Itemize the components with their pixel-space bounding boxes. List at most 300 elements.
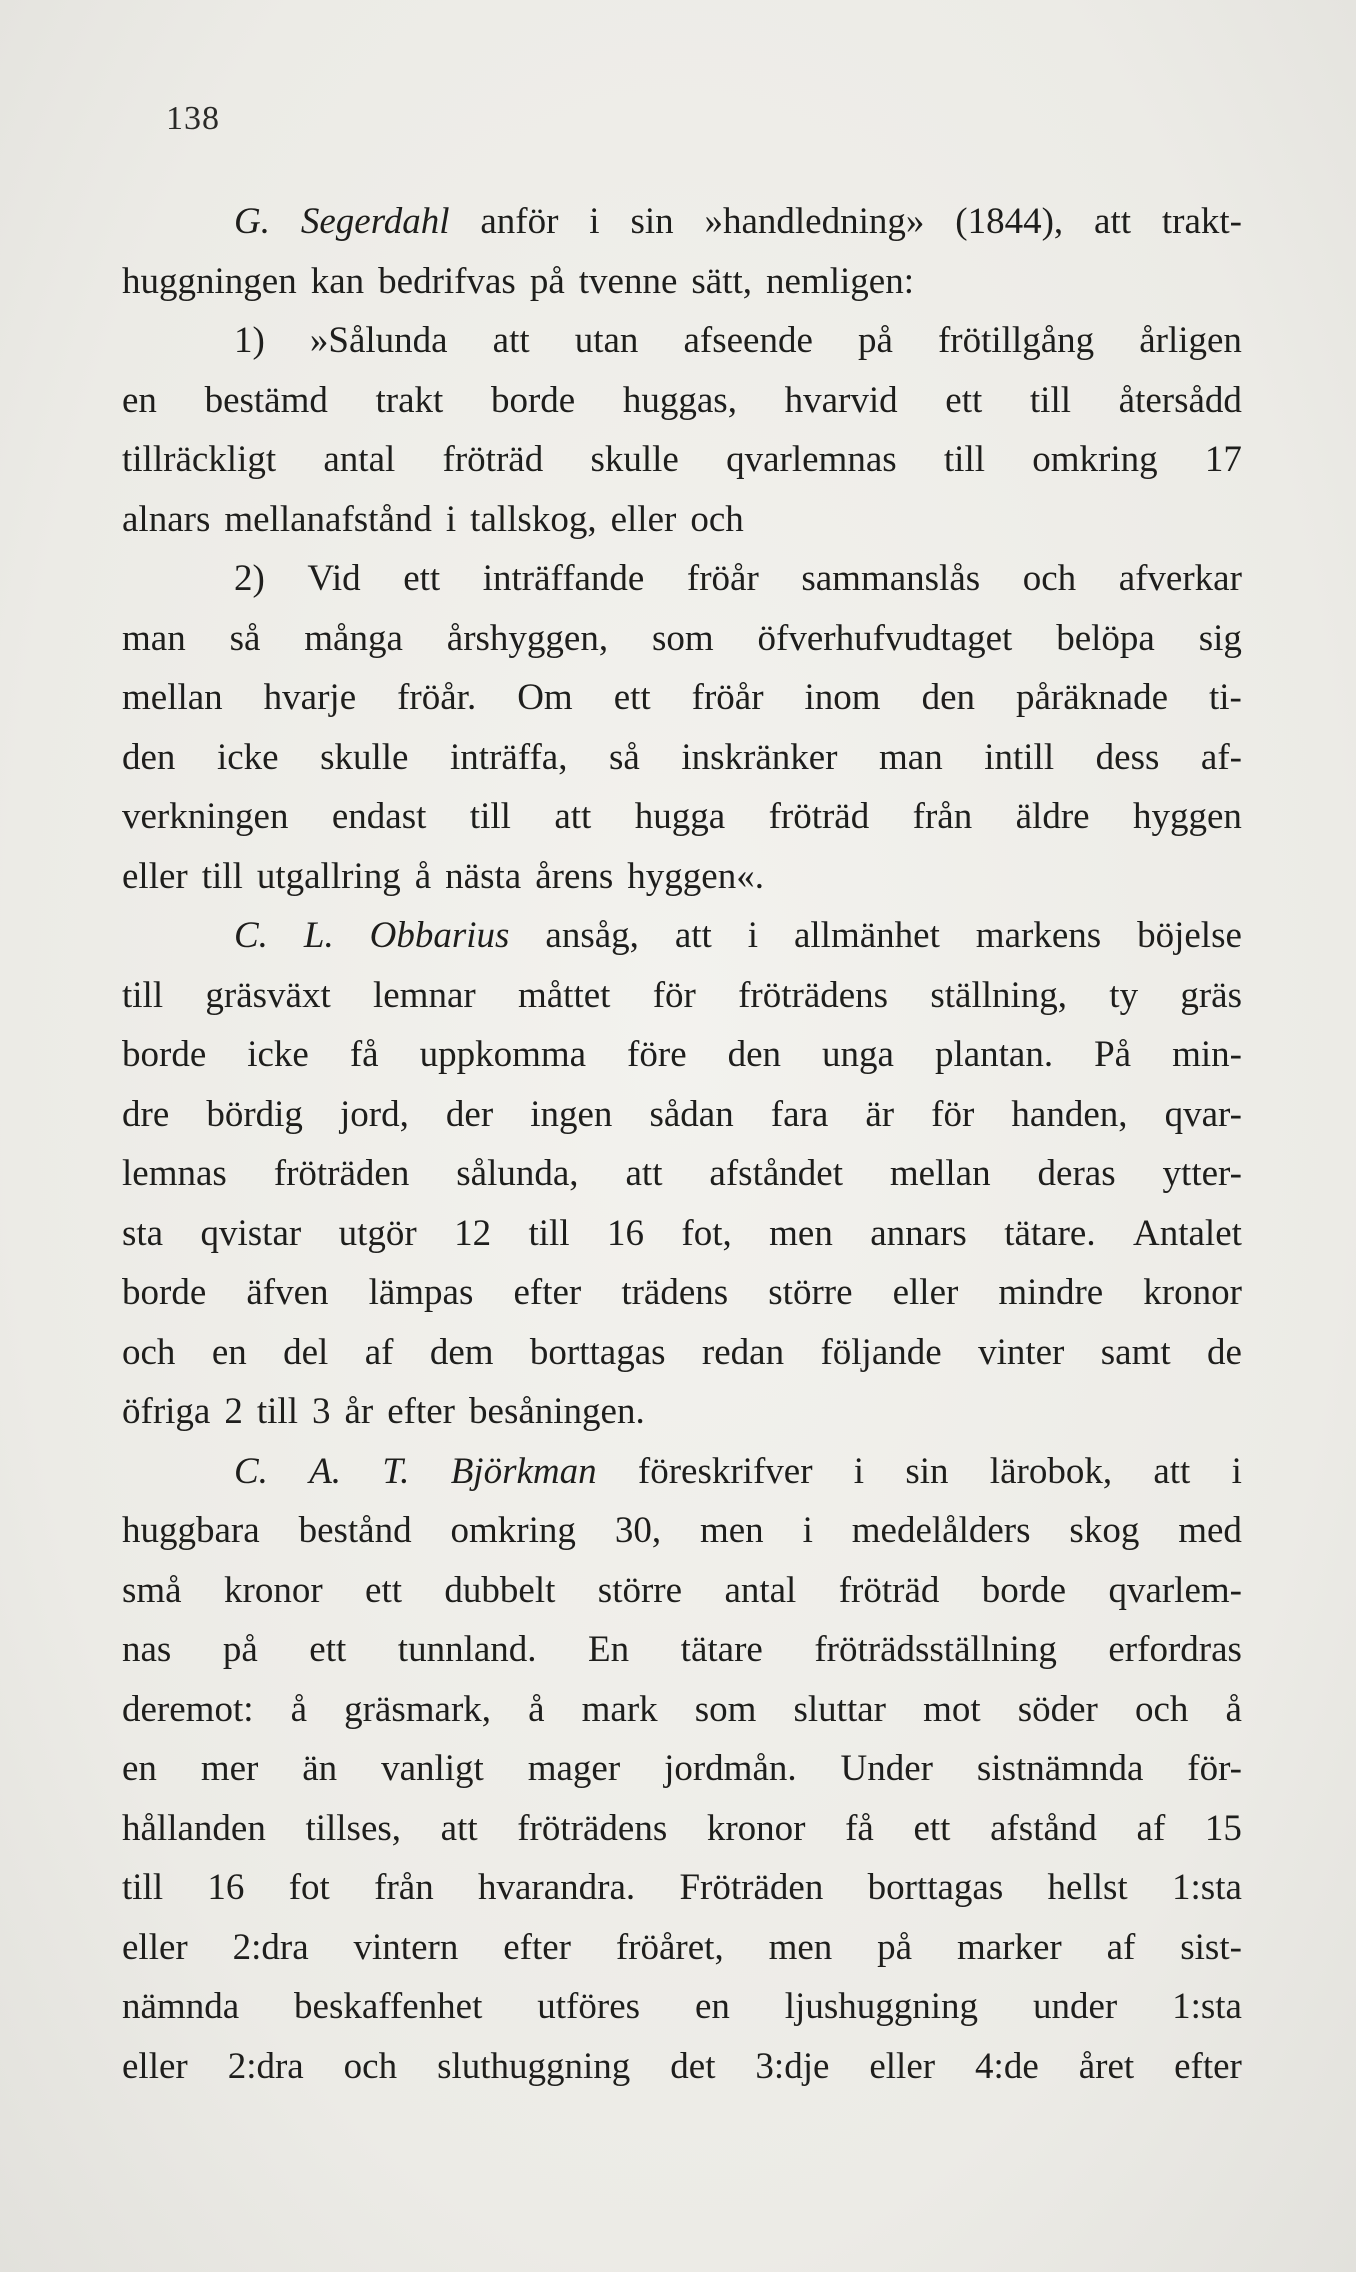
word: större [768, 1272, 853, 1313]
word: 1:sta [1172, 1867, 1242, 1908]
word: mark [581, 1688, 658, 1730]
word: böjelse [1137, 915, 1242, 956]
text-line [122, 1085, 1242, 1145]
word: hyggen«. [627, 855, 764, 897]
word: lämpas [368, 1272, 474, 1313]
word: gräsväxt [205, 974, 331, 1016]
word: ljushuggning [784, 1986, 979, 2027]
word: huggas, [622, 379, 737, 421]
word: 3 [311, 1391, 331, 1432]
word: tillräckligt [122, 439, 277, 480]
word: beskaffenhet [294, 1986, 483, 2027]
text-line [122, 1680, 1242, 1740]
word: 4:de [975, 2045, 1039, 2087]
word: att [625, 1153, 663, 1194]
word: 2 [224, 1391, 243, 1432]
word: borde [122, 1034, 207, 1075]
word: större [597, 1569, 683, 1611]
word: man [122, 617, 186, 659]
word: bestämd [204, 379, 328, 421]
body-text [122, 192, 1242, 2096]
word: besåningen. [469, 1391, 645, 1432]
word: till [943, 439, 986, 480]
word: 16 [207, 1867, 245, 1908]
word: ti- [1209, 677, 1242, 718]
text-line [122, 847, 1242, 907]
word: hvarandra. [478, 1867, 636, 1908]
word: sluthuggning [437, 2045, 631, 2087]
word: anför [480, 201, 559, 242]
word: Björkman [450, 1450, 597, 1492]
word: L. [303, 915, 334, 956]
word: mellanafstånd [224, 498, 432, 540]
word: under [1032, 1986, 1118, 2027]
word: handen, [1011, 1093, 1128, 1135]
word: Antalet [1133, 1212, 1242, 1254]
word: belöpa [1056, 617, 1155, 659]
word: till [256, 1391, 298, 1432]
text-line [122, 1561, 1242, 1621]
word: På [1094, 1034, 1132, 1075]
word: å [414, 855, 432, 897]
word: unga [822, 1034, 894, 1075]
word: dubbelt [444, 1569, 556, 1611]
text-line [122, 549, 1242, 609]
word: hvarje [263, 677, 357, 718]
word: fröträdens [517, 1807, 668, 1849]
word: plantan. [934, 1034, 1054, 1075]
word: kronor [224, 1569, 323, 1611]
word: eller [869, 2045, 936, 2087]
word: 16 [607, 1212, 644, 1254]
word: utgör [338, 1212, 417, 1254]
word: En [588, 1629, 630, 1670]
word: öfverhufvudtaget [757, 617, 1013, 659]
text-line [122, 1323, 1242, 1383]
text-line [122, 1263, 1242, 1323]
word: ett [913, 1807, 951, 1849]
word: 15 [1204, 1807, 1242, 1849]
word: ett [945, 379, 983, 421]
word: fröträd [442, 439, 544, 480]
word: skog [1069, 1510, 1140, 1551]
word: och [1022, 558, 1077, 599]
word: att [674, 915, 712, 956]
word: vinter [978, 1331, 1065, 1373]
word: sådan [649, 1093, 734, 1135]
word: jordmån. [664, 1748, 797, 1789]
word: 2:dra [227, 2045, 304, 2087]
word: kan [310, 260, 365, 302]
word: men [699, 1510, 764, 1551]
word: en [694, 1986, 730, 2027]
word: 1:sta [1172, 1986, 1242, 2027]
word: mellan [122, 677, 223, 718]
word: årens [535, 855, 614, 897]
word: skulle [590, 439, 679, 480]
word: till [122, 974, 164, 1016]
word: att [1094, 201, 1131, 242]
word: den [122, 736, 176, 778]
word: samt [1100, 1331, 1171, 1373]
word: lärobok, [989, 1450, 1113, 1492]
word: så [608, 736, 640, 778]
word: tvenne [578, 260, 678, 302]
text-line [122, 966, 1242, 1026]
word: efter [1174, 2045, 1242, 2087]
word: efter [387, 1391, 456, 1432]
word: inträffa, [450, 736, 568, 778]
word: följande [820, 1331, 942, 1373]
word: dess [1095, 736, 1160, 778]
text-line [122, 609, 1242, 669]
word: icke [247, 1034, 309, 1075]
word: sluttar [793, 1688, 886, 1730]
word: deras [1037, 1153, 1116, 1194]
word: 3:dje [755, 2045, 830, 2087]
word: af- [1200, 736, 1242, 778]
word: få [845, 1807, 874, 1849]
word: sig [1198, 617, 1242, 659]
word: efter [503, 1926, 571, 1968]
word: ett [365, 1569, 403, 1611]
word: (1844), [955, 201, 1064, 242]
text-line [122, 668, 1242, 728]
word: borde [122, 1272, 207, 1313]
word: uppkomma [419, 1034, 587, 1075]
word: för- [1187, 1748, 1242, 1789]
word: mot [923, 1688, 981, 1730]
word: i [445, 498, 457, 540]
word: afverkar [1118, 558, 1242, 599]
word: verkningen [122, 796, 289, 837]
word: fara [770, 1093, 829, 1135]
word: af [1106, 1926, 1136, 1968]
word: före [627, 1034, 687, 1075]
word: fröår [686, 558, 759, 599]
word: en [122, 1748, 157, 1789]
word: en [211, 1331, 247, 1373]
word: mindre [998, 1272, 1104, 1313]
word: tillses, [305, 1807, 402, 1849]
word: påräknade [1016, 677, 1169, 718]
word: nästa [445, 855, 522, 897]
word: nemligen: [766, 260, 914, 302]
word: å [528, 1688, 545, 1730]
page-number: 138 [166, 100, 220, 137]
word: huggningen [122, 260, 297, 302]
word: lemnas [122, 1153, 227, 1194]
word: gräsmark, [344, 1688, 492, 1730]
word: årligen [1139, 320, 1242, 361]
text-line [122, 1918, 1242, 1978]
word: inom [804, 677, 881, 718]
word: Om [517, 677, 573, 718]
word: 17 [1204, 439, 1242, 480]
word: fröträd [768, 796, 870, 837]
word: och [122, 1331, 176, 1373]
word: afståndet [709, 1153, 843, 1194]
word: fröträden [273, 1153, 410, 1194]
word: Vid [307, 558, 361, 599]
word: men [768, 1926, 833, 1968]
word: och [690, 498, 744, 540]
word: kronor [706, 1807, 806, 1849]
word: bestånd [298, 1510, 412, 1551]
word: Obbarius [369, 915, 510, 956]
word: borde [490, 379, 576, 421]
word: äldre [1015, 796, 1090, 837]
word: sist- [1180, 1926, 1242, 1968]
word: jord, [339, 1093, 409, 1135]
word: min- [1172, 1034, 1242, 1075]
word: för [652, 974, 696, 1016]
text-line [122, 1799, 1242, 1859]
word: marker [956, 1926, 1062, 1968]
word: ställning, [930, 974, 1068, 1016]
word: efter [513, 1272, 582, 1313]
word: hellst [1047, 1867, 1128, 1908]
word: omkring [1032, 439, 1158, 480]
word: vanligt [381, 1748, 484, 1789]
word: hvarvid [784, 379, 898, 421]
word: fröår [691, 677, 764, 718]
word: fot, [681, 1212, 732, 1254]
word: huggbara [122, 1510, 260, 1551]
word: mellan [889, 1153, 991, 1194]
text-line [122, 430, 1242, 490]
word: det [670, 2045, 716, 2087]
word: utgallring [256, 855, 401, 897]
word: bördig [206, 1093, 303, 1135]
word: »Sålunda [309, 320, 448, 361]
word: få [349, 1034, 379, 1075]
word: dem [429, 1331, 494, 1373]
text-line [122, 192, 1242, 252]
word: på [857, 320, 893, 361]
text-line [122, 2037, 1242, 2097]
word: måttet [517, 974, 611, 1016]
word: till [528, 1212, 570, 1254]
word: i [589, 201, 600, 242]
word: icke [216, 736, 279, 778]
word: och [343, 2045, 398, 2087]
word: å [290, 1688, 308, 1730]
word: 2:dra [232, 1926, 309, 1968]
word: ingen [530, 1093, 613, 1135]
word: sistnämnda [976, 1748, 1144, 1789]
word: redan [701, 1331, 785, 1373]
word: fröträd [838, 1569, 940, 1611]
word: afseende [683, 320, 813, 361]
word: trakt [375, 379, 444, 421]
text-line [122, 906, 1242, 966]
word: hållanden [122, 1807, 266, 1849]
word: medelålders [851, 1510, 1031, 1551]
word: »handledning» [704, 201, 925, 242]
text-line [122, 1501, 1242, 1561]
word: till [201, 855, 243, 897]
word: sin [905, 1450, 949, 1492]
word: Fröträden [679, 1867, 824, 1908]
text-line [122, 490, 1242, 550]
word: inskränker [681, 736, 838, 778]
text-line [122, 1204, 1242, 1264]
word: C. [234, 1450, 268, 1492]
text-line [122, 728, 1242, 788]
word: de [1207, 1331, 1242, 1373]
text-line [122, 252, 1242, 312]
word: intill [984, 736, 1055, 778]
word: ty [1109, 974, 1139, 1016]
word: fröår. [397, 677, 477, 718]
word: än [302, 1748, 338, 1789]
word: C. [234, 915, 268, 956]
word: ett [613, 677, 651, 718]
word: att [554, 796, 592, 837]
text-line [122, 1382, 1242, 1442]
word: ett [309, 1629, 347, 1670]
word: nämnda [122, 1986, 240, 2027]
word: mager [527, 1748, 621, 1789]
word: der [445, 1093, 494, 1135]
word: en [122, 379, 157, 421]
text-line [122, 787, 1242, 847]
word: borttagas [867, 1867, 1004, 1908]
word: 30, [614, 1510, 662, 1551]
word: är [865, 1093, 895, 1135]
word: i [853, 1450, 865, 1492]
text-line [122, 311, 1242, 371]
word: på [222, 1629, 258, 1670]
word: omkring [450, 1510, 576, 1551]
word: tunnland. [397, 1629, 537, 1670]
word: gräs [1180, 974, 1242, 1016]
word: året [1078, 2045, 1135, 2087]
word: T. [382, 1450, 410, 1492]
word: den [921, 677, 976, 718]
word: del [283, 1331, 329, 1373]
text-line [122, 371, 1242, 431]
word: sta [122, 1212, 164, 1254]
word: endast [331, 796, 427, 837]
word: antal [323, 439, 396, 480]
text-line [122, 1442, 1242, 1502]
word: hugga [634, 796, 726, 837]
word: inträffande [482, 558, 645, 599]
word: dre [122, 1093, 170, 1135]
word: markens [975, 915, 1102, 956]
word: trädens [621, 1272, 729, 1313]
word: eller [610, 498, 677, 540]
word: kronor [1143, 1272, 1242, 1313]
text-line [122, 1620, 1242, 1680]
word: att [492, 320, 530, 361]
word: ytter- [1162, 1153, 1242, 1194]
word: återsådd [1118, 379, 1242, 421]
word: så [229, 617, 261, 659]
word: qvistar [200, 1212, 302, 1254]
word: alnars [122, 498, 211, 540]
word: A. [309, 1450, 342, 1492]
word: att [1153, 1450, 1191, 1492]
word: små [122, 1569, 182, 1611]
word: i [747, 915, 759, 956]
word: af [364, 1331, 394, 1373]
word: sammanslås [801, 558, 981, 599]
word: årshyggen, [446, 617, 609, 659]
word: öfriga [122, 1391, 211, 1432]
word: frötillgång [937, 320, 1095, 361]
word: och [1134, 1688, 1189, 1730]
word: deremot: [122, 1688, 254, 1730]
word: eller [122, 2045, 188, 2087]
text-line [122, 1858, 1242, 1918]
word: från [912, 796, 973, 837]
word: borttagas [529, 1331, 666, 1373]
word: qvar- [1164, 1093, 1242, 1135]
word: å [1225, 1688, 1242, 1730]
word: G. [234, 201, 270, 242]
word: i [802, 1510, 813, 1551]
word: sin [630, 201, 674, 242]
word: föreskrifver [637, 1450, 813, 1492]
word: som [694, 1688, 757, 1730]
word: för [931, 1093, 975, 1135]
word: hyggen [1132, 796, 1242, 837]
text-line [122, 1144, 1242, 1204]
word: fot [288, 1867, 330, 1908]
word: skulle [320, 736, 409, 778]
word: qvarlemnas [726, 439, 897, 480]
word: bedrifvas [378, 260, 516, 302]
word: tätare [680, 1629, 763, 1670]
word: eller [122, 1926, 188, 1968]
word: eller [892, 1272, 959, 1313]
word: fröåret, [615, 1926, 724, 1968]
text-line [122, 1739, 1242, 1799]
word: annars [870, 1212, 967, 1254]
word: erfordras [1108, 1629, 1242, 1670]
word: till [469, 796, 511, 837]
word: med [1178, 1510, 1242, 1551]
word: 12 [454, 1212, 492, 1254]
word: söder [1017, 1688, 1098, 1730]
word: utan [574, 320, 639, 361]
word: tätare. [1004, 1212, 1096, 1254]
word: vintern [353, 1926, 459, 1968]
word: år [344, 1391, 374, 1432]
word: sätt, [691, 260, 753, 302]
word: sålunda, [456, 1153, 579, 1194]
word: man [879, 736, 943, 778]
word: eller [122, 855, 188, 897]
word: ansåg, [545, 915, 639, 956]
word: att [440, 1807, 478, 1849]
word: fröträdsställning [814, 1629, 1057, 1670]
word: Under [840, 1748, 933, 1789]
word: fröträdens [738, 974, 889, 1016]
word: från [374, 1867, 434, 1908]
word: mer [200, 1748, 259, 1789]
word: utföres [537, 1986, 641, 2027]
word: lemnar [372, 974, 476, 1016]
word: många [304, 617, 403, 659]
word: Segerdahl [300, 201, 450, 242]
word: i [1231, 1450, 1242, 1492]
word: antal [724, 1569, 797, 1611]
word: på [529, 260, 565, 302]
